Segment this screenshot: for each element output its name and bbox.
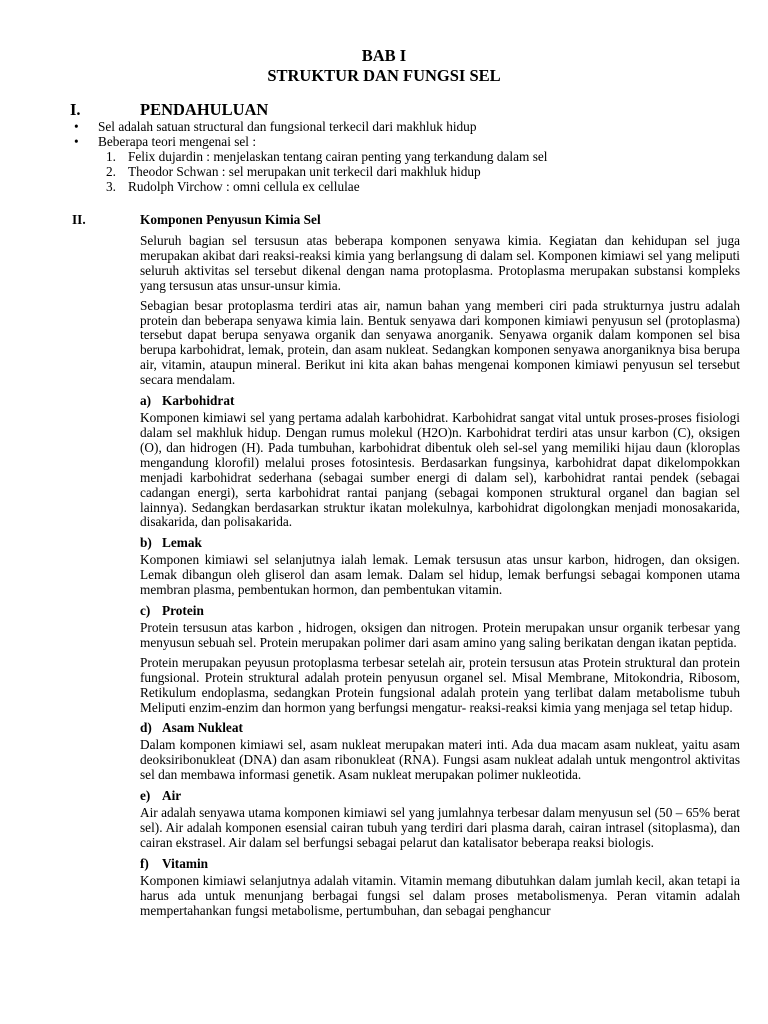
subsection-air xyxy=(140,788,740,851)
subsection-heading xyxy=(140,603,740,618)
subsection-letter: e) xyxy=(140,788,151,804)
paragraph: Komponen kimiawi selanjutnya adalah vitamin. Vitamin memang dibutuhkan dalam jumlah kecil, akan tetapi ia harus ada untuk menunjang berbagai fungsi sel dalam proses metabolismenya. Peran vitamin adalah mempertahankan fungsi metabolisme, pertumbuhan, dan sebagai penghancur xyxy=(140,872,740,918)
list-item xyxy=(70,149,750,164)
section-komponen xyxy=(72,212,740,924)
subsection-vitamin xyxy=(140,856,740,919)
list-number: 2. xyxy=(106,164,116,179)
section-title: PENDAHULUAN xyxy=(140,100,269,119)
subsection-letter: f) xyxy=(140,855,149,871)
list-item xyxy=(70,164,750,179)
list-number: 3. xyxy=(106,179,116,194)
subsection-letter: c) xyxy=(140,603,151,619)
paragraph: Protein tersusun atas karbon , hidrogen, oksigen dan nitrogen. Protein merupakan unsur organik terbesar yang menyusun sebuah sel. Protein merupakan polimer dari asam amino yang saling berikatan dengan ikatan peptida. xyxy=(140,620,740,650)
subsection-heading xyxy=(140,856,740,871)
subsection-heading xyxy=(140,393,740,408)
paragraph: Dalam komponen kimiawi sel, asam nukleat merupakan materi inti. Ada dua macam asam nukleat, yaitu asam deoksiribonukleat (DNA) dan asam ribonukleat (RNA). Fungsi asam nukleat adalah untuk mengontrol aktivitas sel dan membawa informasi genetik. Asam nukleat merupakan polimer nukleotida. xyxy=(140,737,740,783)
subsection-title: Protein xyxy=(162,603,204,619)
subsection-title: Asam Nukleat xyxy=(162,720,243,736)
subsection-title: Lemak xyxy=(162,535,202,551)
subsection-lemak xyxy=(140,535,740,598)
chapter-label: BAB I xyxy=(361,46,407,65)
list-item-text: Beberapa teori mengenai sel : xyxy=(98,134,257,149)
section-heading xyxy=(70,100,750,119)
subsection-asam-nukleat xyxy=(140,720,740,783)
list-item-text: Felix dujardin : menjelaskan tentang cairan penting yang terkandung dalam sel xyxy=(128,149,548,164)
section-number: II. xyxy=(72,212,86,227)
section-number: I. xyxy=(70,100,81,119)
paragraph: Komponen kimiawi sel selanjutnya ialah lemak. Lemak tersusun atas unsur karbon, hidrogen, dan oksigen. Lemak dibangun oleh gliserol dan asam lemak. Dalam sel hidup, lemak berfungsi sebagai komponen utama membran plasma, pembentukan hormon, dan pembentukan vitamin. xyxy=(140,552,740,598)
bullet-icon: • xyxy=(74,134,79,149)
subsection-heading xyxy=(140,720,740,735)
list-item-text: Sel adalah satuan structural dan fungsional terkecil dari makhluk hidup xyxy=(98,119,477,134)
subsection-heading xyxy=(140,788,740,803)
list-item xyxy=(70,119,750,134)
list-item xyxy=(70,179,750,194)
list-item-text: Theodor Schwan : sel merupakan unit terkecil dari makhluk hidup xyxy=(128,164,481,179)
paragraph: Komponen kimiawi sel yang pertama adalah karbohidrat. Karbohidrat sangat vital untuk proses-proses fisiologi dalam sel makhluk hidup. Dengan rumus molekul (H2O)n. Karbohidrat terdiri atas unsur karbon (C), oksigen (O), dan hidrogen (H). Pada tumbuhan, karbohidrat dibentuk oleh sel-sel yang memiliki hijau daun (kloroplas mengandung klorofil) melalui proses fotosintesis. Berdasarkan fungsinya, karbohidrat dapat dikelompokkan menjadi karbohidrat sederhana (sebagai sumber energi di dalam sel), karbohidrat rantai pendek (sebagai cadangan energi), serta karbohidrat rantai panjang (sebagai komponen struktural organel dan bagian sel lainnya). Sedangkan berdasarkan struktur ikatan molekulnya, karbohidrat digolongkan menjadi monosakarida, disakarida, dan polisakarida. xyxy=(140,410,740,530)
subsection-title: Vitamin xyxy=(162,855,209,871)
section-pendahuluan xyxy=(70,100,750,194)
subsection-karbohidrat xyxy=(140,393,740,530)
paragraph: Sebagian besar protoplasma terdiri atas air, namun bahan yang memberi ciri pada strukturnya justru adalah protein dan beberapa senyawa kimia lain. Bentuk senyawa dari komponen kimiawi penyusun sel (protoplasma) tersebut dapat berupa senyawa organik dan senyawa anorganik. Senyawa organik dalam komponen sel bisa berupa karbohidrat, lemak, protein, dan asam nukleat. Sedangkan komponen senyawa anorganiknya bisa berupa air, vitamin, ataupun mineral. Berikut ini kita akan bahas mengenai komponen kimiawi penyusun sel tersebut secara mendalam. xyxy=(140,297,740,388)
subsection-letter: b) xyxy=(140,535,152,551)
subsection-letter: d) xyxy=(140,720,152,736)
list-number: 1. xyxy=(106,149,116,164)
paragraph: Seluruh bagian sel tersusun atas beberapa komponen senyawa kimia. Kegiatan dan kehidupan sel juga merupakan akibat dari reaksi-reaksi kimia yang berlangsung di dalam sel. Komponen kimiawi sel yang meliputi seluruh aktivitas sel tersebut dikenal dengan nama protoplasma. Protoplasma merupakan substansi kompleks yang tersusun atas unsur-unsur kimia. xyxy=(140,233,740,293)
list-item-text: Rudolph Virchow : omni cellula ex cellulae xyxy=(128,179,360,194)
section-heading xyxy=(72,212,740,228)
page-title: STRUKTUR DAN FUNGSI SEL xyxy=(267,66,501,85)
subsection-heading xyxy=(140,535,740,550)
subsection-title: Karbohidrat xyxy=(162,393,235,409)
subsection-letter: a) xyxy=(140,393,152,409)
theory-list xyxy=(70,149,750,194)
title-block xyxy=(0,46,768,86)
subsection-protein xyxy=(140,603,740,715)
paragraph: Protein merupakan peyusun protoplasma terbesar setelah air, protein tersusun atas Protein struktural dan protein fungsional. Protein struktural adalah protein penyusun organel sel. Misal Membrane, Mitokondria, Ribosom, Retikulum endoplasma, sedangkan Protein fungsional adalah protein yang terlibat dalam metabolisme tubuh Meliputi enzim-enzim dan hormon yang berfungsi mengatur- reaksi-reaksi kimia yang menjaga sel tetap hidup. xyxy=(140,654,740,715)
bullet-list xyxy=(70,119,750,149)
subsection-title: Air xyxy=(162,788,182,804)
section-title: Komponen Penyusun Kimia Sel xyxy=(140,212,321,227)
bullet-icon: • xyxy=(74,119,79,134)
paragraph: Air adalah senyawa utama komponen kimiawi sel yang jumlahnya terbesar dalam menyusun sel (50 – 65% berat sel). Air adalah komponen esensial cairan tubuh yang terdiri dari plasma darah, cairan intrasel (sitoplasma), dan cairan ekstrasel. Air dalam sel berfungsi sebagai pelarut dan katalisator beberapa reaksi biologis. xyxy=(140,805,740,850)
list-item xyxy=(70,134,750,149)
section-content xyxy=(140,234,740,919)
